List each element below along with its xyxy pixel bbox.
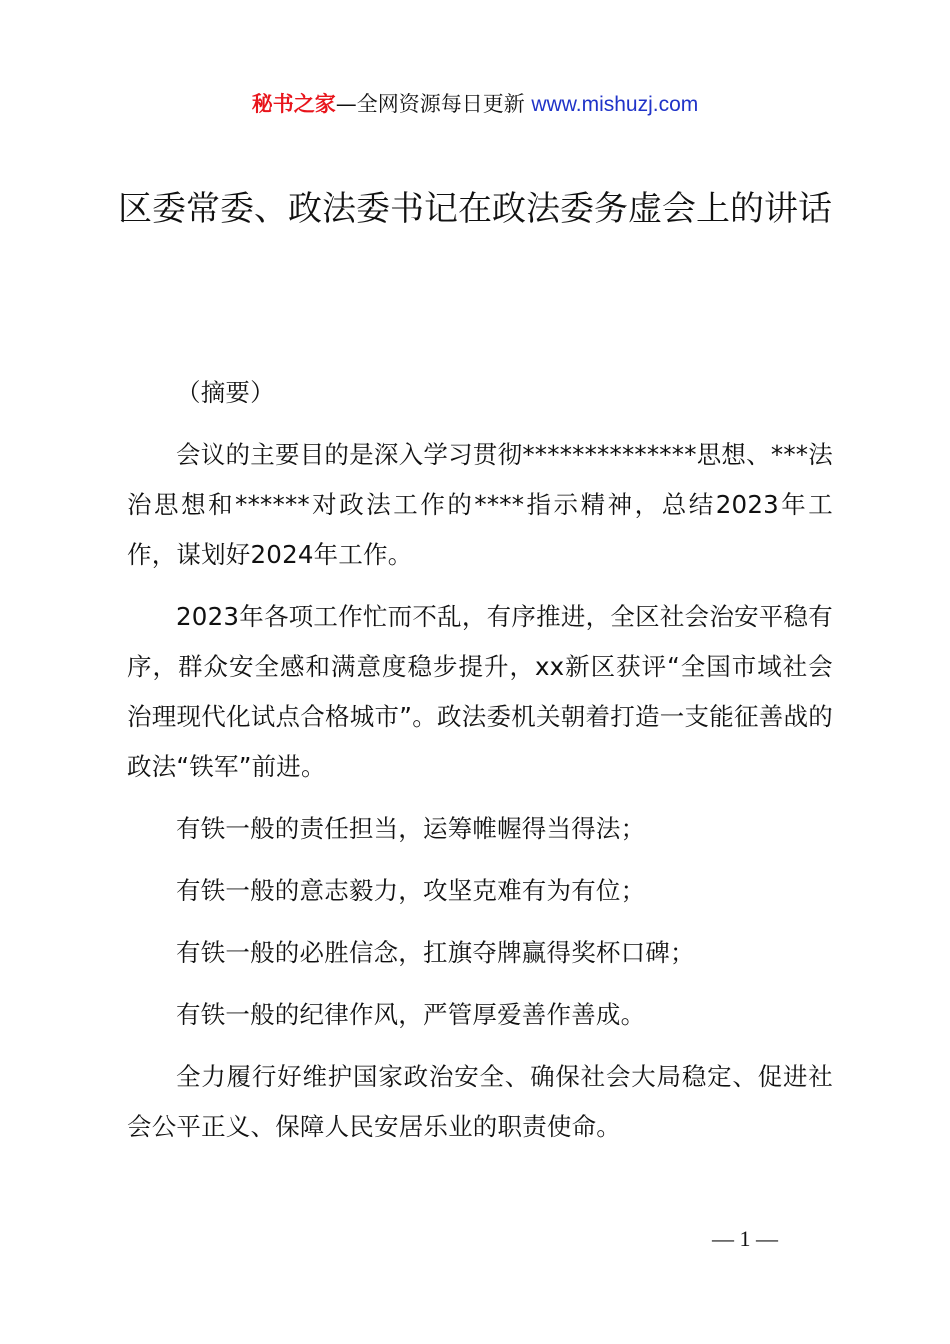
page-number: — 1 — [712,1226,778,1251]
abstract-label: （摘要） [176,378,275,407]
paragraph-responsibility: 有铁一般的责任担当，运筹帷幄得当得法； [176,814,646,843]
paragraph-mission: 全力履行好维护国家政治安全、确保社会大局稳定、促进社会公平正义、保障人民安居乐业的职责使命。 [127,1062,833,1141]
document-title: 区委常委、政法委书记在政法委务虚会上的讲话 [118,189,832,229]
paragraph-2023-summary: 2023年各项工作忙而不乱，有序推进，全区社会治安平稳有序，群众安全感和满意度稳步提升，xx新区获评“全国市域社会治理现代化试点合格城市”。政法委机关朝着打造一支能征善战的政法“铁军”前进。 [127,602,833,781]
site-tagline: —全网资源每日更新 [335,92,532,116]
paragraph-conviction: 有铁一般的必胜信念，扛旗夺牌赢得奖杯口碑； [176,938,695,967]
site-url-link[interactable]: www.mishuzj.com [531,93,699,116]
paragraph-willpower: 有铁一般的意志毅力，攻坚克难有为有位； [176,876,646,905]
paragraph-discipline: 有铁一般的纪律作风，严管厚爱善作善成。 [176,1000,646,1029]
paragraph-meeting-purpose: 会议的主要目的是深入学习贯彻**************思想、***法治思想和******对政法工作的****指示精神，总结2023年工作，谋划好2024年工作。 [127,440,833,569]
document-body [127,368,833,1164]
site-brand: 秘书之家 [251,92,336,116]
site-header [0,88,950,121]
